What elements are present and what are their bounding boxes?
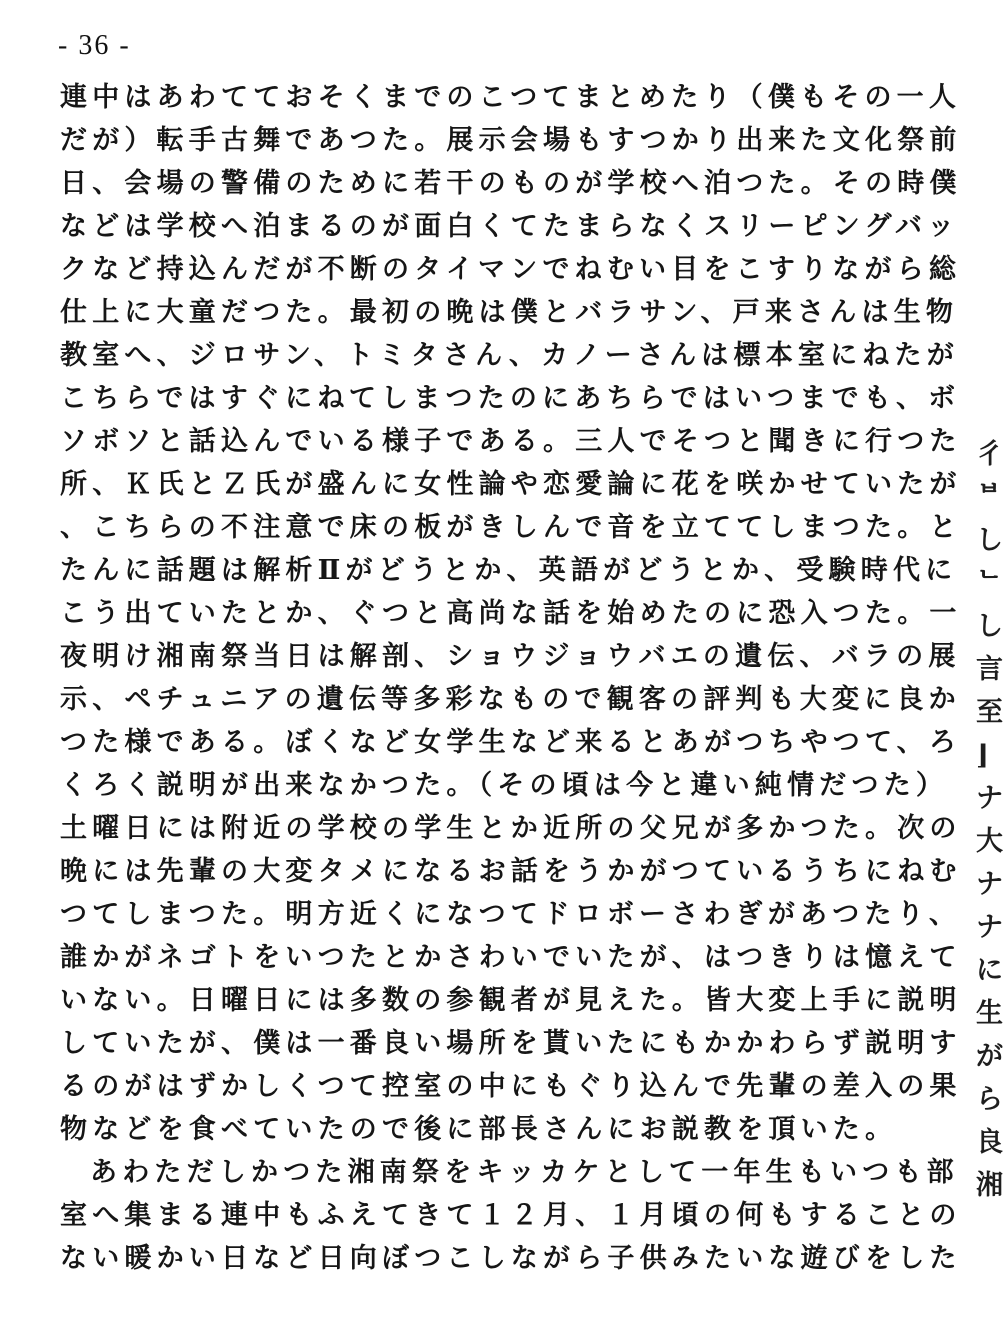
text-line: 仕上に大童だつた。最初の晩は僕とバラサン、戸来さんは生物 <box>60 297 959 328</box>
text-line: つてしまつた。明方近くになつてドロボーさわぎがあつたり、 <box>60 899 962 930</box>
adjacent-page-glyph: 良 <box>976 1127 1003 1158</box>
adjacent-page-glyph: が <box>976 1041 1003 1072</box>
adjacent-page-glyph: 大 <box>976 826 1003 857</box>
adjacent-page-glyph: 彳 <box>976 439 1003 470</box>
text-line: たんに話題は解析Ⅱがどうとか、英語がどうとか、受験時代に <box>60 555 958 586</box>
text-line: ない暖かい日など日向ぼつこしながら子供みたいな遊びをした <box>60 1243 962 1274</box>
adjacent-page-glyph: ⌋ <box>976 740 989 771</box>
text-line: 室へ集まる連中もふえてきて１２月、１月頃の何もすることの <box>60 1200 962 1231</box>
text-line: るのがはずかしくつて控室の中にもぐり込んで先輩の差入の果 <box>60 1071 962 1102</box>
adjacent-page-glyph: 湘 <box>976 1170 1003 1201</box>
text-line: くろく説明が出来なかつた。（その頃は今と違い純情だつた） <box>60 770 949 801</box>
text-line: 土曜日には附近の学校の学生とか近所の父兄が多かつた。次の <box>60 813 962 844</box>
adjacent-page-glyph: 言 <box>976 654 1003 685</box>
text-line-paragraph-start: あわただしかつた湘南祭をキッカケとして一年生もいつも部 <box>90 1157 959 1188</box>
adjacent-page-glyph: ら <box>976 1084 1003 1115</box>
adjacent-page-glyph: ナ <box>976 912 1003 943</box>
text-line: 物などを食べていたので後に部長さんにお説教を頂いた。 <box>60 1114 898 1145</box>
text-line: つた様である。ぼくなど女学生など来るとあがつちやつて、ろ <box>60 727 962 758</box>
adjacent-page-glyph: ナ <box>976 869 1003 900</box>
text-line: 連中はあわてておそくまでのこつてまとめたり（僕もその一人 <box>60 82 962 113</box>
adjacent-page-glyph: し <box>976 611 1003 642</box>
adjacent-page-glyph: し <box>976 525 1003 556</box>
text-line: こちらではすぐにねてしまつたのにあちらではいつまでも、ボ <box>60 383 961 414</box>
page-number: - 36 - <box>58 30 131 61</box>
text-line: 誰かがネゴトをいつたとかさわいでいたが、はつきりは憶えて <box>60 942 962 973</box>
adjacent-page-glyph: ᄇ <box>976 482 1003 513</box>
text-line: 日、会場の警備のために若干のものが学校へ泊つた。その時僕 <box>60 168 962 199</box>
text-line: 教室へ、ジロサン、トミタさん、カノーさんは標本室にねたが <box>60 340 959 371</box>
text-line: こう出ていたとか、ぐつと高尚な話を始めたのに恐入つた。一 <box>60 598 962 629</box>
text-line: クなど持込んだが不断のタイマンでねむい目をこすりながら総 <box>60 254 962 285</box>
adjacent-page-glyph: 生 <box>976 998 1003 1029</box>
text-line: などは学校へ泊まるのが面白くてたまらなくスリーピングバッ <box>60 211 960 242</box>
text-line: 夜明け湘南祭当日は解剖、ショウジョウバエの遺伝、バラの展 <box>60 641 961 672</box>
body-text <box>60 76 962 1280</box>
adjacent-page-glyph: ナ <box>976 783 1003 814</box>
text-line: だが）転手古舞であつた。展示会場もすつかり出来た文化祭前 <box>60 125 962 156</box>
adjacent-page-edge <box>974 420 1003 1320</box>
text-line: 、こちらの不注意で床の板がきしんで音を立ててしまつた。と <box>60 512 962 543</box>
adjacent-page-glyph: ᄂ <box>976 568 1003 599</box>
text-line: いない。日曜日には多数の参観者が見えた。皆大変上手に説明 <box>60 985 962 1016</box>
adjacent-page-glyph: に <box>976 955 1003 986</box>
text-line: 晩には先輩の大変タメになるお話をうかがつているうちにねむ <box>60 856 962 887</box>
text-line: 示、ペチュニアの遺伝等多彩なもので観客の評判も大変に良か <box>60 684 961 715</box>
text-line: ソボソと話込んでいる様子である。三人でそつと聞きに行つた <box>60 426 962 457</box>
text-line: していたが、僕は一番良い場所を貰いたにもかかわらず説明す <box>60 1028 962 1059</box>
text-line: 所、Ｋ氏とＺ氏が盛んに女性論や恋愛論に花を咲かせていたが <box>60 469 962 500</box>
adjacent-page-glyph: 至 <box>976 697 1003 728</box>
